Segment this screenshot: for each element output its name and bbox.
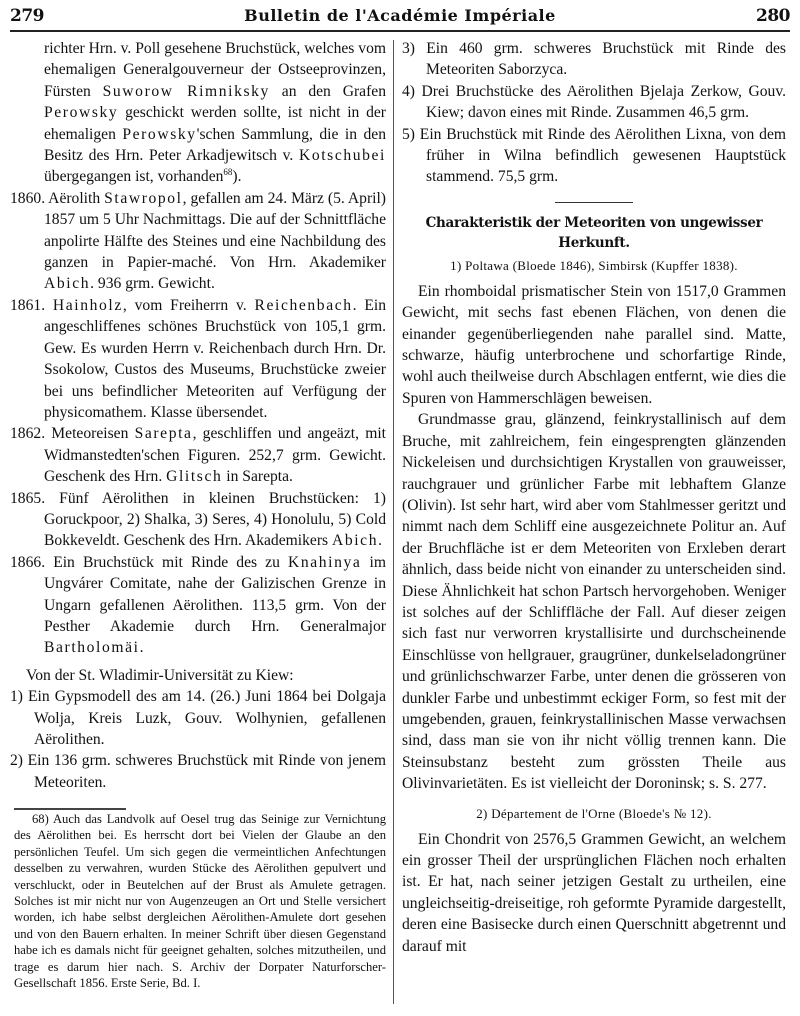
text: Fünf Aërolithen in kleinen Bruchstücken: 1) Goruckpoor, 2) Shalka, 3) Seres, 4) Honolulu, 5) Cold Bokkeveldt. Geschenk des Hrn. Akademikers (44, 489, 386, 550)
entry-year: 1861. (10, 296, 46, 314)
meteorite-name: Hainholz (52, 296, 123, 314)
footnote-reference[interactable]: 68 (223, 167, 233, 178)
paragraph: Ein rhomboidal prismatischer Stein von 1517,0 Grammen Gewicht, mit sechs fast ebenen Flächen, von denen die einander gegenüberliegenden nahe parallel sind. Matte, schwarze, häufig unterbrochene und schorfartige Rinde, wohl auch theilweise durch Abschlagen entfernt, wie dies die Spuren von Hammerschlägen beweisen. (402, 282, 786, 407)
page-number-right: 280 (756, 6, 790, 26)
column-divider (393, 40, 394, 1004)
right-column (402, 38, 786, 957)
entry-year: 1866. (10, 553, 46, 571)
page-number-left: 279 (10, 6, 44, 26)
catalog-entry (10, 295, 386, 423)
text: , geschliffen und angeäzt, mit Widmanstedten'schen Figuren. 252,7 grm. Gewicht. Geschenk des Hrn. (44, 425, 386, 486)
entry-year: 1862. (10, 425, 46, 443)
text: richter Hrn. v. Poll gesehene Bruchstück, welches vom ehemaligen Generalgouverneur der Ostseeprovinzen, Fürsten (44, 40, 386, 100)
entry-year: 1860. (10, 189, 46, 207)
section-separator (555, 202, 633, 203)
subsection-heading: 2) Département de l'Orne (Bloede's № 12). (476, 805, 712, 821)
list-item (402, 38, 786, 81)
person-name: Suworow Rimniksky (102, 82, 270, 100)
list-item (402, 124, 786, 188)
list-item (402, 81, 786, 124)
text: im Ungvárer Comitate, nahe der Galizischen Grenze in Ungarn gefallenen Aërolithen. 113,5 grm. Von der Pesther Akademie durch Hrn. Generalmajor (44, 553, 386, 635)
item-text: Ein 136 grm. schweres Bruchstück mit Rinde von jenem Meteoriten. (27, 752, 386, 791)
text: . 936 grm. Gewicht. (90, 275, 215, 293)
text: . Ein angeschliffenes schönes Bruchstück von 105,1 grm. Gew. Es wurden Herrn v. Reichenbach durch Hrn. Dr. Ssokolow, Custos des Museums, Bruchstücke zweier bei uns befindlicher Meteoriten auf Verfügung der physicomathem. Klasse übersendet. (44, 296, 387, 421)
person-name: Reichenbach (254, 296, 353, 314)
person-name: Perowsky (44, 104, 119, 122)
text: in Sarepta. (222, 468, 293, 486)
section-heading: Charakteristik der Meteoriten von ungewisser Herkunft. (425, 214, 763, 251)
running-title: Bulletin de l'Académie Impériale (244, 6, 556, 25)
footnote-rule (14, 808, 126, 810)
text (45, 297, 53, 314)
text: Ein Bruchstück mit Rinde des zu (45, 553, 288, 571)
list-item (10, 750, 386, 793)
list-item (10, 686, 386, 750)
text: ). (232, 168, 242, 186)
catalog-entry (10, 423, 386, 487)
text: geschickt werden sollte, ist nicht in der ehemaligen (44, 104, 386, 143)
item-text: Drei Bruchstücke des Aërolithen Bjelaja Zerkow, Gouv. Kiew; davon eines mit Rinde. Zusammen 46,5 grm. (421, 82, 787, 122)
text: . (139, 639, 144, 657)
person-name: Abich (44, 275, 91, 293)
person-name: Abich (331, 532, 379, 550)
page-header (10, 4, 790, 32)
text: Meteoreisen (45, 425, 135, 443)
subsection-heading: 1) Poltawa (Bloede 1846), Simbirsk (Kupffer 1838). (450, 257, 738, 273)
text: übergegangen ist, vorhanden (44, 168, 224, 186)
item-text: Ein 460 grm. schweres Bruchstück mit Rinde des Meteoriten Saborzyca. (426, 40, 786, 79)
text: an den Grafen (269, 82, 386, 100)
item-number: 3) (402, 40, 415, 57)
item-text: Ein Gypsmodell des am 14. (26.) Juni 1864 bei Dolgaja Wolja, Kreis Luzk, Gouv. Wolhynien, gefallenen Aërolithen. (28, 688, 386, 748)
item-number: 5) (402, 125, 415, 143)
catalog-entry (10, 488, 386, 552)
catalog-entry (10, 552, 386, 659)
person-name: Bartholomäi (44, 639, 140, 657)
item-number: 2) (10, 752, 23, 770)
entry-year: 1865. (10, 489, 46, 507)
footnote-68: 68) Auch das Landvolk auf Oesel trug das Seinige zur Vernichtung des Aërolithen bei. Es herrscht dort bei Vielen der Glaube an den persönlichen Teufel. Um sich gegen die vermeintlichen Anfechtungen desselben zu verwahren, wurden Stücke des Aërolithen gepulvert und verschluckt, oder in Beutelchen auf der Brust als Amulete getragen. Solches ist mir nicht nur von Augenzeugen an Ort und Stelle versichert worden, ich habe selbst dergleichen Aërolithen-Amulete dort gesehen und von den Bauern erhalten. In meiner Schrift über diesen Gegenstand habe ich es damals nicht für geeignet gehalten, solches mitzutheilen, und trage es darum hier nach. S. Archiv der Dorpater Naturforscher-Gesellschaft 1856. Erste Serie, Bd. I. (14, 812, 386, 991)
meteorite-name: Stawropol (104, 189, 183, 207)
person-name: Kotschubei (298, 147, 386, 165)
intro-paragraph (10, 38, 386, 188)
item-number: 1) (10, 688, 23, 706)
meteorite-name: Knahinya (288, 553, 362, 571)
item-number: 4) (402, 82, 415, 100)
text: , gefallen am 24. März (5. April) 1857 um 5 Uhr Nachmittags. Die auf der Schnittfläche anpolirte Hälfte des Steines und eine Nachbildung des ganzen in Papier-maché. Von Hrn. Akademiker (44, 189, 387, 272)
catalog-entry (10, 188, 386, 295)
kiew-intro: Von der St. Wladimir-Universität zu Kiew: (26, 666, 294, 684)
paragraph: Ein Chondrit von 2576,5 Grammen Gewicht, an welchem ein grosser Theil der ursprünglichen Flächen noch erhalten ist. Er hat, nach seiner jetzigen Gestalt zu urtheilen, eine ungleichseitig-dreiseitige, roh geformte Pyramide dargestellt, deren eine Basisecke durch einen Querschnitt abgetrennt und darauf mit (402, 830, 786, 955)
text: Aërolith (45, 189, 105, 207)
text: . (378, 532, 382, 550)
person-name: Glitsch (166, 468, 223, 486)
paragraph: Grundmasse grau, glänzend, feinkrystallinisch auf dem Bruche, mit zahlreichem, fein eingesprengten glänzenden Nickeleisen und durchsichtigen Krystallen von grauweisser, rauchgrauer und grünlicher Farbe mit lebhaftem Glanze (Olivin). Ist sehr hart, wird aber vom Stahlmesser geritzt und nimmt nach dem Schliff eine ausgezeichnete Politur an. Auf der Bruchfläche ist er dem Meteoriten von Erxleben derart ähnlich, dass beide nicht von einander zu unterscheiden sind. Diese Ähnlichkeit hat schon Partsch hervorgehoben. Weniger ist solches auf der Schliffläche der Fall. Auf dieser zeigen sich fast nur verworren krystallisirte und durchscheinende Einschlüsse von hellgrauer, graugrüner, dunkelseladongrüner und grünlichschwarzer Farbe, unter denen die grösseren von dunkler Farbe und unbestimmt eckiger Form, so fest mit der umgebenden, grauen, feinkrystallinischen Masse verwachsen sind, dass man sie von ihr nicht völlig trennen kann. Die Steinsubstanz besteht zum grössten Theile aus Olivinvarietäten. Es ist vielleicht der Doroninsk; s. S. 277. (402, 411, 786, 793)
text: 'schen Sammlung, die in den Besitz des Hrn. Peter Arkadjewitsch v. (44, 125, 386, 165)
left-column (10, 38, 386, 793)
meteorite-name: Sarepta (134, 425, 193, 443)
person-name: Perowsky (122, 125, 197, 143)
text: , vom Freiherrn v. (122, 296, 255, 314)
item-text: Ein Bruchstück mit Rinde des Aërolithen Lixna, von dem früher in Wilna befindlich gewesenen Hauptstück stammend. 75,5 grm. (419, 125, 786, 186)
